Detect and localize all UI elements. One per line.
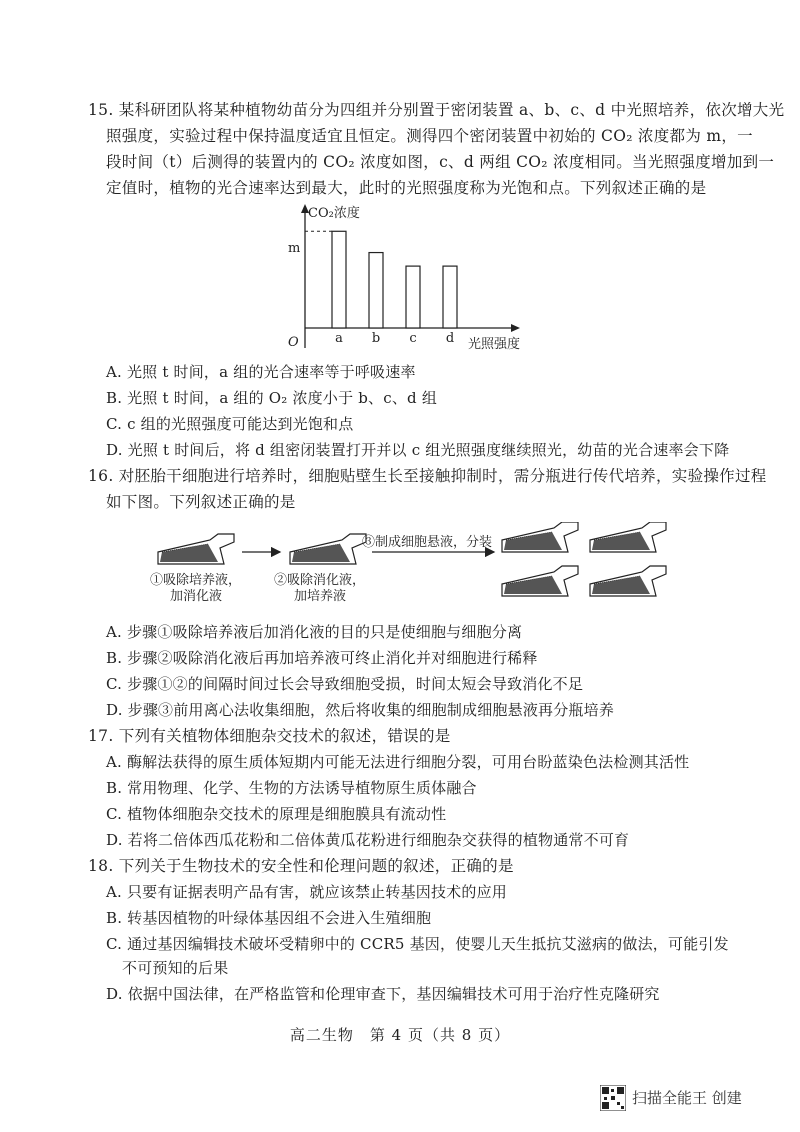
q15-option-c: C. c 组的光照强度可能达到光饱和点 bbox=[106, 415, 354, 433]
y-tick-label-m: m bbox=[288, 241, 301, 256]
q17-stem: 17. 下列有关植物体细胞杂交技术的叙述，错误的是 bbox=[88, 727, 451, 745]
scanner-watermark: 扫描全能王 创建 bbox=[632, 1089, 742, 1107]
x-tick-label-d: d bbox=[445, 331, 455, 346]
q18-option-d: D. 依据中国法律，在严格监管和伦理审查下，基因编辑技术可用于治疗性克隆研究 bbox=[106, 985, 660, 1003]
flask-result-2-icon bbox=[590, 522, 666, 552]
step-1-label-line-2: 加消化液 bbox=[170, 589, 223, 604]
q16-option-b: B. 步骤②吸除消化液后再加培养液可终止消化并对细胞进行稀释 bbox=[106, 649, 538, 667]
bar-c bbox=[406, 266, 420, 328]
q18-option-c: C. 通过基因编辑技术破坏受精卵中的 CCR5 基因，使婴儿天生抵抗艾滋病的做法，可能引发 bbox=[106, 935, 729, 953]
x-tick-label-c: c bbox=[409, 331, 417, 346]
page-footer: 高二生物 第 4 页（共 8 页） bbox=[289, 1026, 511, 1044]
step-1-label-line-1: ①吸除培养液， bbox=[150, 573, 242, 588]
q15-stem-line-4: 定值时，植物的光合速率达到最大，此时的光照强度称为光饱和点。下列叙述正确的是 bbox=[106, 179, 707, 197]
q15-stem-line-3: 段时间（t）后测得的装置内的 CO₂ 浓度如图，c、d 两组 CO₂ 浓度相同。当光照强度增加到一 bbox=[106, 153, 775, 171]
origin-label: O bbox=[288, 335, 299, 350]
q16-stem-line-1: 16. 对胚胎干细胞进行培养时，细胞贴壁生长至接触抑制时，需分瓶进行传代培养，实验操作过程 bbox=[88, 467, 767, 485]
step-3-label: ③制成细胞悬液，分装 bbox=[362, 535, 493, 550]
q16-option-a: A. 步骤①吸除培养液后加消化液的目的只是使细胞与细胞分离 bbox=[106, 623, 523, 641]
flask-result-1-icon bbox=[502, 522, 578, 552]
step-2-label-line-1: ②吸除消化液， bbox=[274, 573, 366, 588]
q15-option-a: A. 光照 t 时间，a 组的光合速率等于呼吸速率 bbox=[106, 363, 416, 381]
bar-d bbox=[443, 266, 457, 328]
q15-stem-line-2: 照强度，实验过程中保持温度适宜且恒定。测得四个密闭装置中初始的 CO₂ 浓度都为 m，一 bbox=[106, 127, 753, 145]
bar-b bbox=[369, 253, 383, 328]
x-axis-label: 光照强度 bbox=[468, 337, 521, 352]
q17-option-a: A. 酶解法获得的原生质体短期内可能无法进行细胞分裂，可用台盼蓝染色法检测其活性 bbox=[106, 753, 690, 771]
x-tick-label-b: b bbox=[371, 331, 381, 346]
q16-option-d: D. 步骤③前用离心法收集细胞，然后将收集的细胞制成细胞悬液再分瓶培养 bbox=[106, 701, 615, 719]
q15-option-d: D. 光照 t 时间后，将 d 组密闭装置打开并以 c 组光照强度继续照光，幼苗的光合速率会下降 bbox=[106, 441, 730, 459]
q17-option-d: D. 若将二倍体西瓜花粉和二倍体黄瓜花粉进行细胞杂交获得的植物通常不可育 bbox=[106, 831, 630, 849]
q15-stem-line-1: 15. 某科研团队将某种植物幼苗分为四组并分别置于密闭装置 a、b、c、d 中光照培养，依次增大光 bbox=[88, 101, 785, 119]
qr-code-icon bbox=[600, 1085, 626, 1111]
y-axis-label: CO₂浓度 bbox=[308, 206, 360, 221]
q18-option-b: B. 转基因植物的叶绿体基因组不会进入生殖细胞 bbox=[106, 909, 432, 927]
x-tick-label-a: a bbox=[335, 331, 343, 346]
passage-culture-flow-diagram bbox=[150, 522, 670, 612]
x-axis-arrow bbox=[511, 324, 520, 332]
q17-option-c: C. 植物体细胞杂交技术的原理是细胞膜具有流动性 bbox=[106, 805, 447, 823]
q18-stem: 18. 下列关于生物技术的安全性和伦理问题的叙述，正确的是 bbox=[88, 857, 514, 875]
flask-step-1-icon bbox=[158, 534, 234, 564]
q15-option-b: B. 光照 t 时间，a 组的 O₂ 浓度小于 b、c、d 组 bbox=[106, 389, 438, 407]
q18-option-c-continued: 不可预知的后果 bbox=[122, 959, 229, 977]
flask-result-3-icon bbox=[502, 566, 578, 596]
flask-step-2-icon bbox=[290, 534, 366, 564]
q16-option-c: C. 步骤①②的间隔时间过长会导致细胞受损，时间太短会导致消化不足 bbox=[106, 675, 584, 693]
q17-option-b: B. 常用物理、化学、生物的方法诱导植物原生质体融合 bbox=[106, 779, 477, 797]
step-2-label-line-2: 加培养液 bbox=[294, 589, 347, 604]
bar-a bbox=[332, 231, 346, 328]
q18-option-a: A. 只要有证据表明产品有害，就应该禁止转基因技术的应用 bbox=[106, 883, 507, 901]
q16-stem-line-2: 如下图。下列叙述正确的是 bbox=[106, 493, 296, 511]
flask-result-4-icon bbox=[590, 566, 666, 596]
co2-bar-chart bbox=[278, 200, 538, 360]
